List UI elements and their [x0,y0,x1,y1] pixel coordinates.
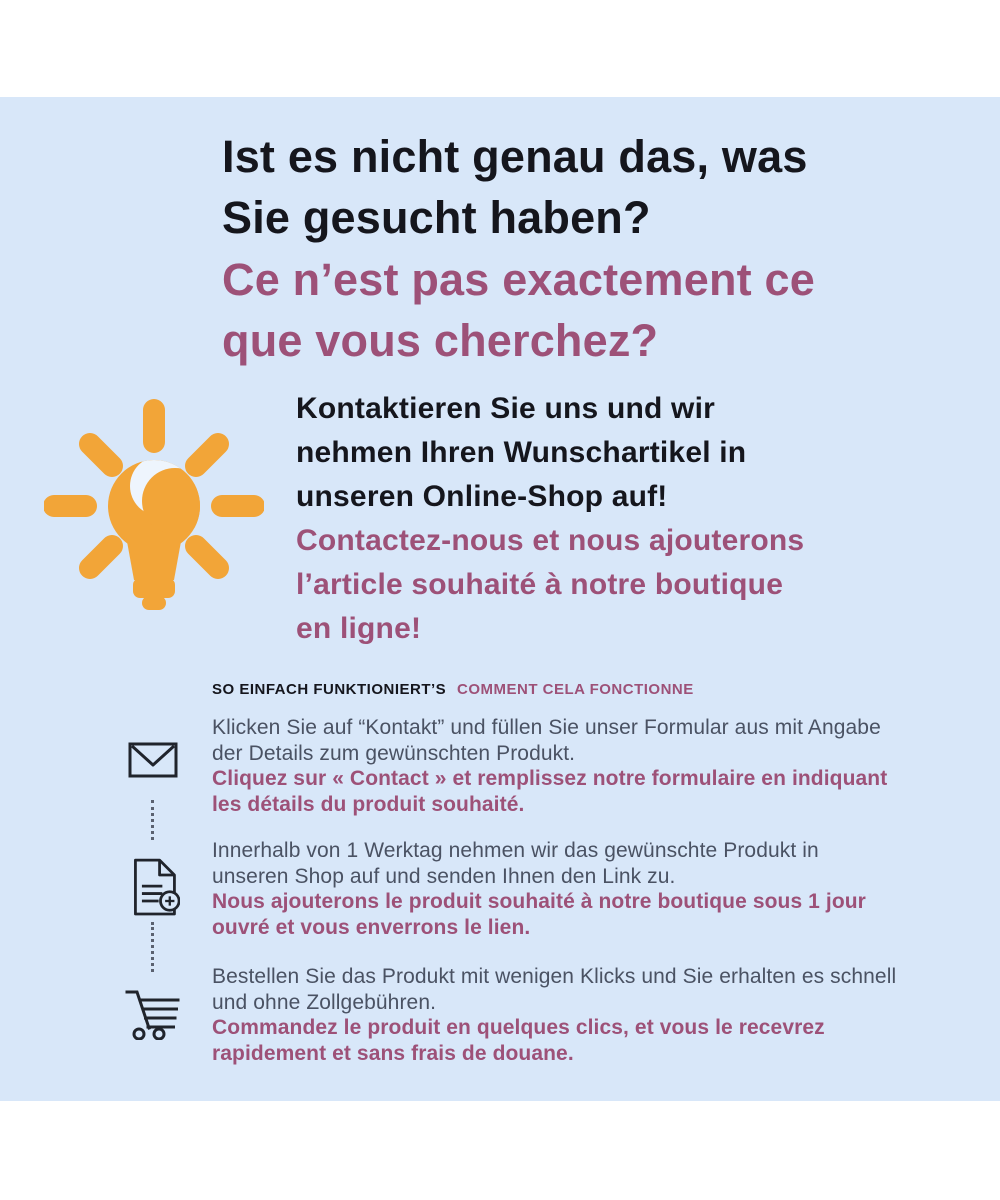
pitch-french-line: Contactez-nous et nous ajouterons [296,524,805,557]
title-german-line: Sie gesucht haben? [222,192,651,243]
step2-french-line: Nous ajouterons le produit souhaité à notre boutique sous 1 jour [212,890,866,913]
step1-german-line: der Details zum gewünschten Produkt. [212,741,576,765]
title-french-line: que vous cherchez? [222,315,659,366]
document-add-icon [128,858,180,918]
title-french-line: Ce n’est pas exactement ce [222,254,815,305]
title-german-line: Ist es nicht genau das, was [222,131,808,182]
dotted-connector [151,922,154,972]
title-german [222,126,942,248]
pitch-french-line: en ligne! [296,612,422,645]
step2-german-line: Innerhalb von 1 Werktag nehmen wir das gewünschte Produkt in [212,839,819,862]
step3-text-german [212,964,952,1015]
step1-text-german [212,715,952,766]
pitch-german-line: nehmen Ihren Wunschartikel in [296,436,747,469]
pitch-german-line: Kontaktieren Sie uns und wir [296,392,715,425]
envelope-icon [128,742,178,778]
step3-french-line: rapidement et sans frais de douane. [212,1041,574,1065]
cart-icon [122,988,184,1040]
step1-german-line: Klicken Sie auf “Kontakt” und füllen Sie unser Formular aus mit Angabe [212,716,881,739]
pitch-german [296,387,916,519]
step2-text-french [212,889,952,940]
lightbulb-icon [44,398,264,620]
step1-text-french [212,766,952,817]
step1-french-line: Cliquez sur « Contact » et remplissez notre formulaire en indiquant [212,767,888,790]
step1-french-line: les détails du produit souhaité. [212,792,525,816]
step3-text-french [212,1015,952,1066]
dotted-connector [151,800,154,840]
step2-text-german [212,838,952,889]
section-label-french: COMMENT CELA FONCTIONNE [457,681,694,698]
step3-german-line: Bestellen Sie das Produkt mit wenigen Klicks und Sie erhalten es schnell [212,965,897,988]
step2-german-line: unseren Shop auf und senden Ihnen den Link zu. [212,864,676,888]
title-french [222,249,942,371]
pitch-french [296,519,916,651]
section-label-german: SO EINFACH FUNKTIONIERT’S [212,681,447,698]
step2-french-line: ouvré et vous enverrons le lien. [212,915,531,939]
step3-german-line: und ohne Zollgebühren. [212,990,437,1014]
step3-french-line: Commandez le produit en quelques clics, et vous le recevrez [212,1016,825,1039]
pitch-german-line: unseren Online-Shop auf! [296,480,668,513]
pitch-french-line: l’article souhaité à notre boutique [296,568,784,601]
